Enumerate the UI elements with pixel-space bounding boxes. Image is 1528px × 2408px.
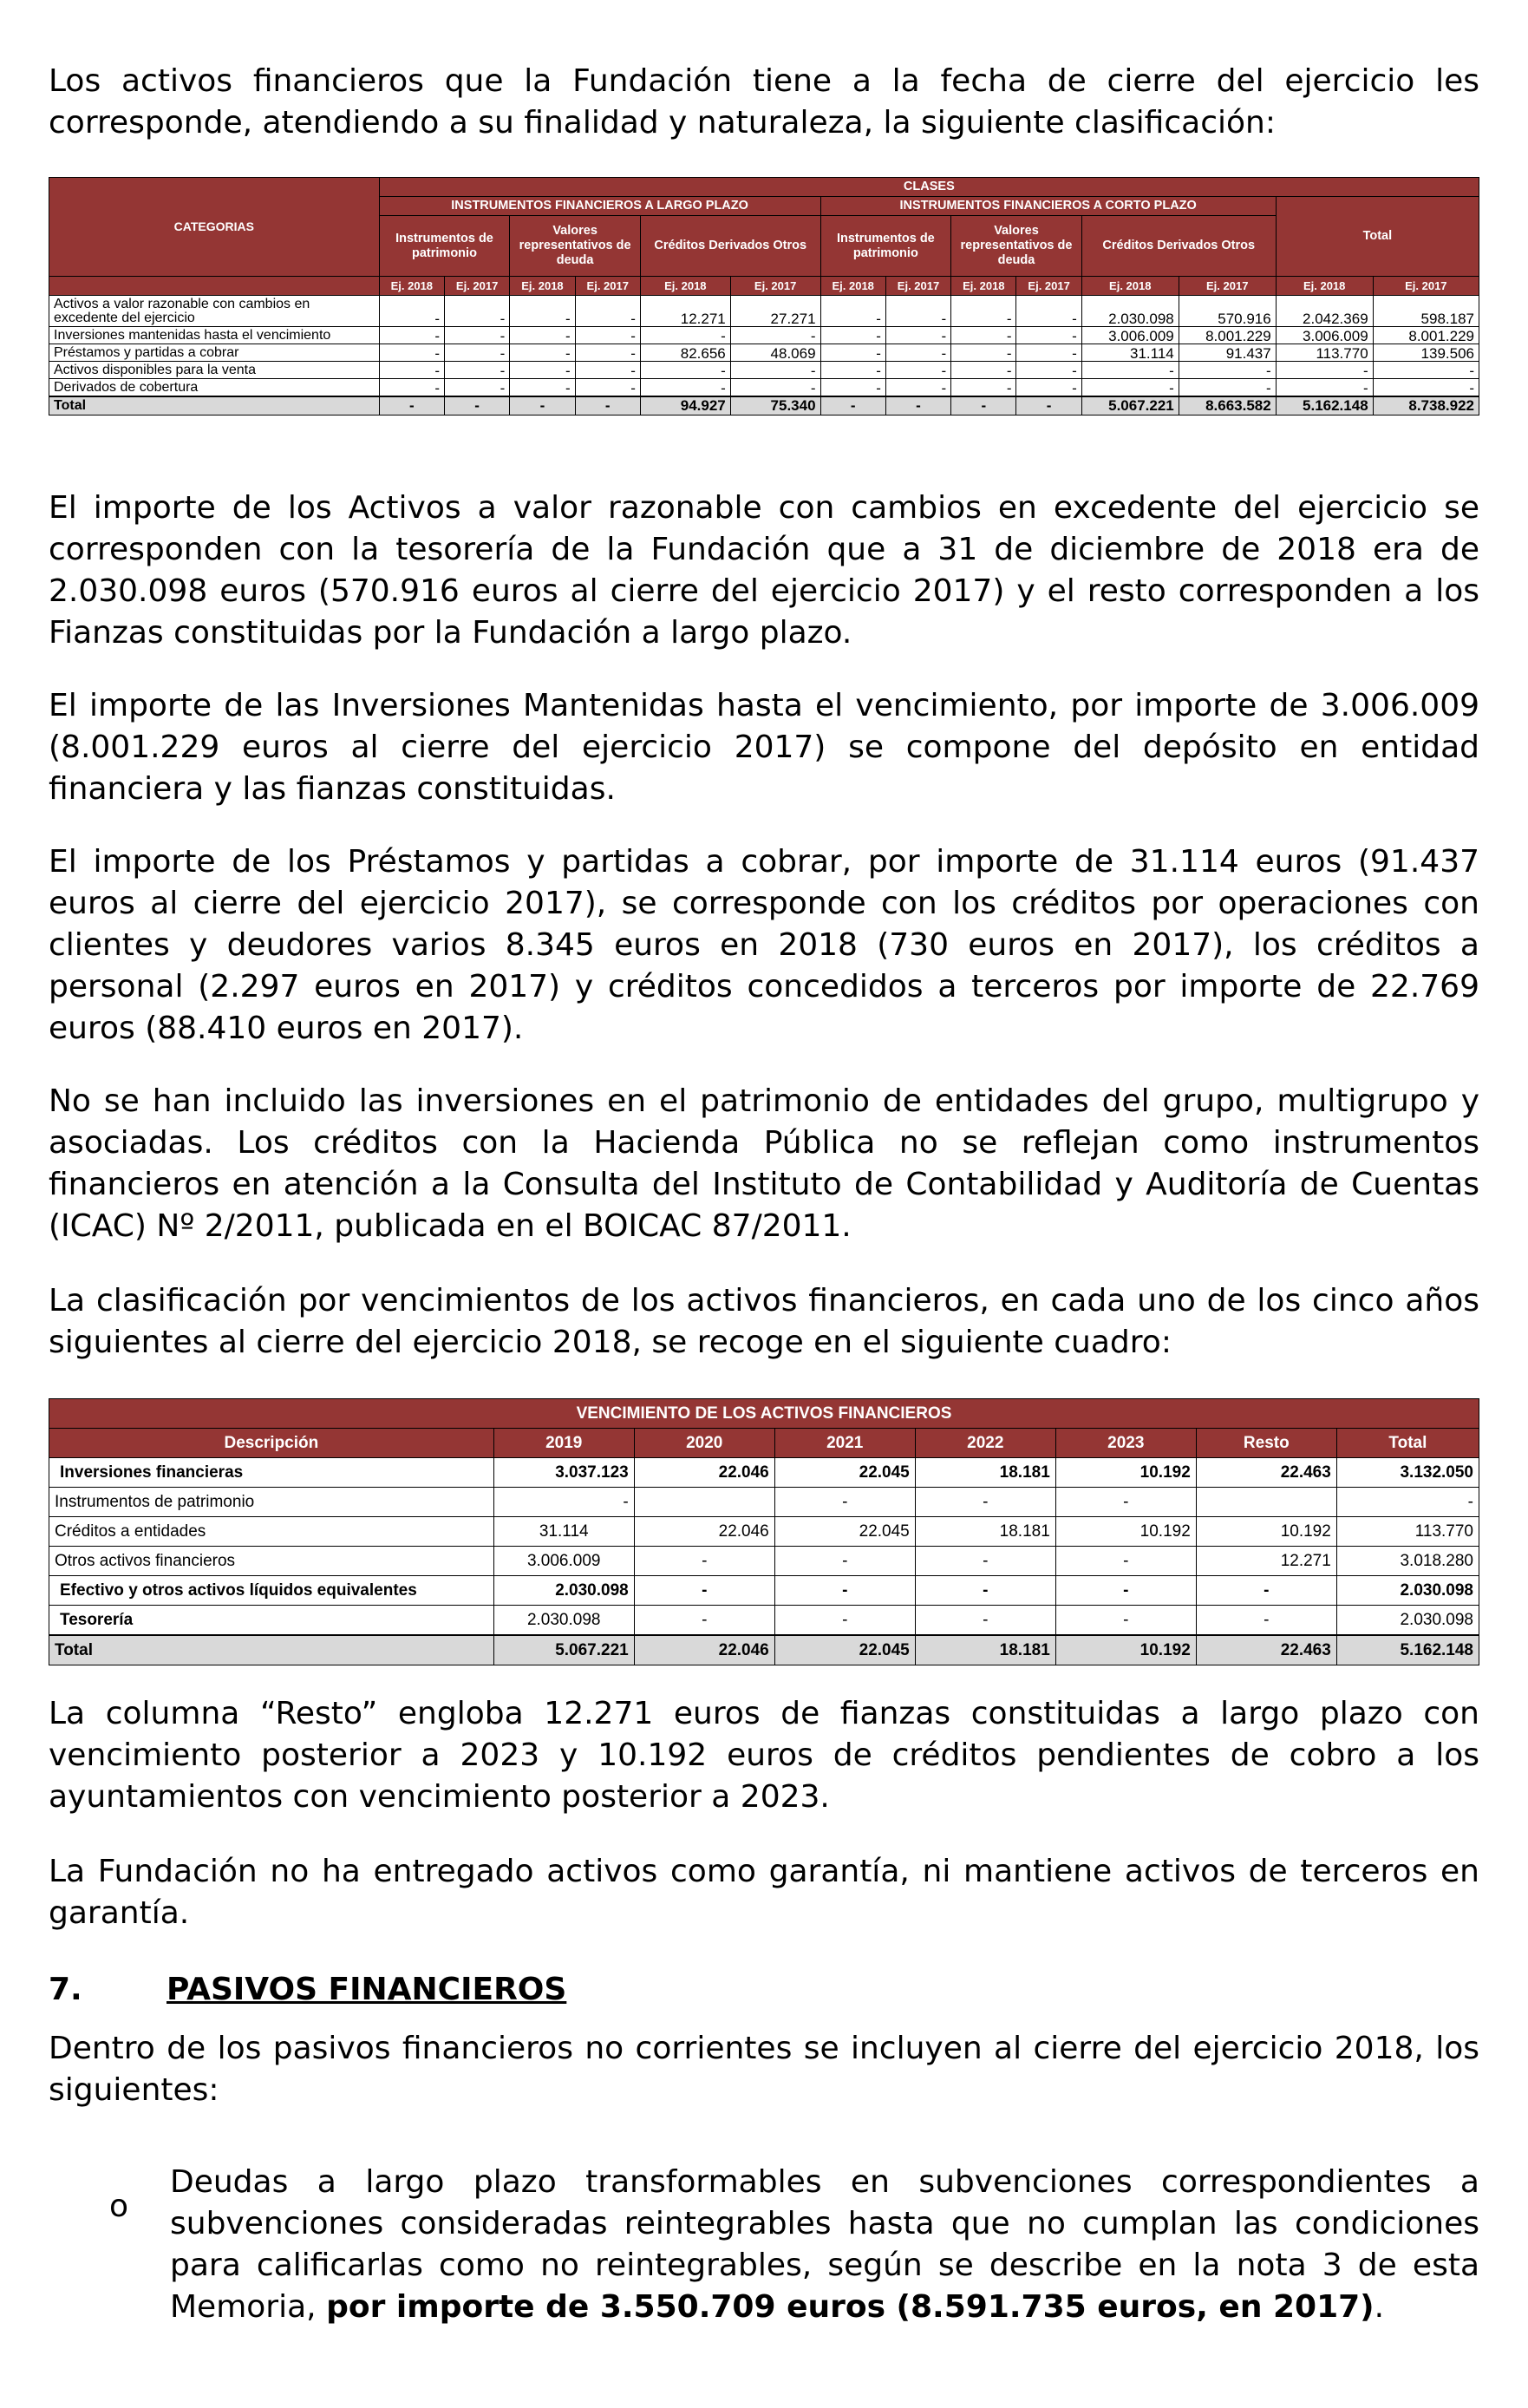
bullet-tail: . (1374, 2289, 1385, 2325)
table-cell: - (444, 344, 509, 362)
header-cell: Resto (1196, 1429, 1336, 1458)
table-cell: - (510, 296, 575, 327)
table-cell: - (820, 344, 885, 362)
header-year: Ej. 2017 (1179, 277, 1276, 296)
header-year: Ej. 2017 (730, 277, 820, 296)
table-cell: 570.916 (1179, 296, 1276, 327)
table-cell: - (444, 296, 509, 327)
table-cell: - (820, 396, 885, 416)
table-row (49, 1606, 1479, 1636)
header-year: Ej. 2017 (444, 277, 509, 296)
paragraph-inversiones-mantenidas: El importe de las Inversiones Mantenidas hasta el vencimiento, por importe de 3.006.009 (8.001.229 euros al cierre del ejercicio 2017) se compone del depósito en entidad financiera y las fianzas constituidas. (49, 688, 1479, 807)
table-cell: - (379, 327, 444, 344)
table-cell: - (1276, 362, 1373, 379)
table-cell: - (951, 327, 1016, 344)
table-cell: 22.046 (634, 1517, 774, 1547)
table-cell: - (951, 396, 1016, 416)
table-cell: 22.463 (1196, 1458, 1336, 1488)
header-year: Ej. 2017 (885, 277, 950, 296)
table-cell: 2.030.098 (493, 1576, 634, 1606)
table-cell: - (575, 344, 640, 362)
table-cell: 8.001.229 (1373, 327, 1479, 344)
table-cell: 5.162.148 (1336, 1635, 1479, 1665)
table-cell: - (379, 379, 444, 396)
row-label: Otros activos financieros (49, 1547, 494, 1576)
row-label: Derivados de cobertura (49, 379, 380, 396)
table-cell: - (444, 327, 509, 344)
table-cell: - (915, 1547, 1055, 1576)
table-cell: - (1016, 379, 1081, 396)
table-cell: - (1373, 362, 1479, 379)
table-cell: 113.770 (1276, 344, 1373, 362)
header-clases: CLASES (379, 178, 1479, 197)
header-cell: 2021 (774, 1429, 915, 1458)
table-cell: 22.045 (774, 1458, 915, 1488)
table-cell: - (774, 1606, 915, 1636)
table-cell: 12.271 (1196, 1547, 1336, 1576)
table-cell: - (1055, 1576, 1196, 1606)
table-cell: 12.271 (640, 296, 730, 327)
header-total: Total (1276, 197, 1479, 277)
header-largo-plazo: INSTRUMENTOS FINANCIEROS A LARGO PLAZO (379, 197, 820, 216)
table-cell: - (885, 296, 950, 327)
table-cell: - (1196, 1576, 1336, 1606)
header-sub: Valores representativos de deuda (510, 216, 641, 277)
table-cell: - (915, 1606, 1055, 1636)
table-cell: - (634, 1576, 774, 1606)
table-cell: - (1016, 296, 1081, 327)
table-row (49, 327, 1479, 344)
row-label: Activos disponibles para la venta (49, 362, 380, 379)
section-number: 7. (49, 1972, 82, 2007)
row-label: Tesorería (49, 1606, 494, 1636)
table-cell: 3.006.009 (1081, 327, 1179, 344)
bullet-bold-amount: por importe de 3.550.709 euros (8.591.735 euros, en 2017) (326, 2289, 1375, 2325)
header-cell: 2022 (915, 1429, 1055, 1458)
table-cell: - (820, 327, 885, 344)
table-cell: - (951, 362, 1016, 379)
table-cell: 22.045 (774, 1635, 915, 1665)
table-cell: - (444, 362, 509, 379)
table-cell: - (820, 362, 885, 379)
row-label: Instrumentos de patrimonio (49, 1488, 494, 1517)
financial-assets-classification-table (49, 177, 1479, 416)
table-cell: - (379, 296, 444, 327)
header-cell: Total (1336, 1429, 1479, 1458)
table-cell: 3.018.280 (1336, 1547, 1479, 1576)
table-cell: - (730, 327, 820, 344)
table-cell: - (640, 379, 730, 396)
row-label: Inversiones mantenidas hasta el vencimiento (49, 327, 380, 344)
table-cell: 31.114 (493, 1517, 634, 1547)
table-cell: 3.132.050 (1336, 1458, 1479, 1488)
table-cell: 113.770 (1336, 1517, 1479, 1547)
table-cell: - (1016, 396, 1081, 416)
row-label: Total (49, 1635, 494, 1665)
table-cell: - (1016, 327, 1081, 344)
header-year: Ej. 2018 (820, 277, 885, 296)
total-row (49, 396, 1479, 416)
table-cell: 10.192 (1055, 1517, 1196, 1547)
table-cell: - (444, 396, 509, 416)
table-cell: - (820, 296, 885, 327)
table-cell: - (915, 1488, 1055, 1517)
bullet-marker: o (109, 2189, 129, 2224)
table-cell: 8.001.229 (1179, 327, 1276, 344)
section-heading (49, 1969, 566, 2011)
table-cell: - (640, 362, 730, 379)
section-title: PASIVOS FINANCIEROS (167, 1972, 567, 2007)
table-cell: - (379, 344, 444, 362)
table-cell: 3.006.009 (493, 1547, 634, 1576)
table-row (49, 1488, 1479, 1517)
table-cell: 22.463 (1196, 1635, 1336, 1665)
table-cell: 8.738.922 (1373, 396, 1479, 416)
header-sub: Créditos Derivados Otros (640, 216, 820, 277)
row-label: Efectivo y otros activos líquidos equivalentes (49, 1576, 494, 1606)
table-cell: - (1336, 1488, 1479, 1517)
table-cell: - (915, 1576, 1055, 1606)
paragraph-clasificacion-vencimientos: La clasificación por vencimientos de los activos financieros, en cada uno de los cinco años siguientes al cierre del ejercicio 2018, se recoge en el siguiente cuadro: (49, 1283, 1479, 1360)
table-cell: 18.181 (915, 1635, 1055, 1665)
table-cell: 10.192 (1055, 1458, 1196, 1488)
table-cell: - (634, 1547, 774, 1576)
table-cell: - (634, 1606, 774, 1636)
table-cell: - (640, 327, 730, 344)
table-cell: 31.114 (1081, 344, 1179, 362)
table-cell: 3.037.123 (493, 1458, 634, 1488)
header-sub: Instrumentos de patrimonio (379, 216, 510, 277)
table-cell: - (774, 1547, 915, 1576)
header-cell: Descripción (49, 1429, 494, 1458)
table-cell: - (444, 379, 509, 396)
table-cell: 18.181 (915, 1458, 1055, 1488)
paragraph-intro: Los activos financieros que la Fundación tiene a la fecha de cierre del ejercicio les corresponde, atendiendo a su finalidad y naturaleza, la siguiente clasificación: (49, 63, 1479, 141)
paragraph-garantia: La Fundación no ha entregado activos como garantía, ni mantiene activos de terceros en garantía. (49, 1854, 1479, 1931)
table-cell: 22.046 (634, 1458, 774, 1488)
table-cell: - (885, 362, 950, 379)
table-cell: - (510, 362, 575, 379)
table-cell: - (1055, 1547, 1196, 1576)
table-cell: - (575, 396, 640, 416)
header-year: Ej. 2018 (510, 277, 575, 296)
header-year: Ej. 2018 (640, 277, 730, 296)
table-cell: - (820, 379, 885, 396)
table-row (49, 296, 1479, 327)
table-cell: - (1179, 379, 1276, 396)
maturity-table-title: VENCIMIENTO DE LOS ACTIVOS FINANCIEROS (49, 1399, 1479, 1429)
table-cell: - (885, 396, 950, 416)
table-cell: - (575, 379, 640, 396)
table-cell: 10.192 (1196, 1517, 1336, 1547)
table-cell: - (510, 327, 575, 344)
row-label: Préstamos y partidas a cobrar (49, 344, 380, 362)
table-row (49, 379, 1479, 396)
paragraph-no-incluidas: No se han incluido las inversiones en el patrimonio de entidades del grupo, multigrupo y asociadas. Los créditos con la Hacienda Pública no se reflejan como instrumentos financieros en atención a la Consulta del Instituto de Contabilidad y Auditoría de Cuentas (ICAC) Nº 2/2011, publicada en el BOICAC 87/2011. (49, 1083, 1479, 1244)
table-cell: 75.340 (730, 396, 820, 416)
table-cell: - (885, 344, 950, 362)
row-label: Créditos a entidades (49, 1517, 494, 1547)
row-label: Inversiones financieras (49, 1458, 494, 1488)
header-sub: Créditos Derivados Otros (1081, 216, 1276, 277)
table-cell: 8.663.582 (1179, 396, 1276, 416)
table-cell: - (885, 327, 950, 344)
table-row (49, 1517, 1479, 1547)
total-row (49, 1635, 1479, 1665)
table-cell: 27.271 (730, 296, 820, 327)
table-cell: 3.006.009 (1276, 327, 1373, 344)
table-cell: - (1276, 379, 1373, 396)
table-cell: 2.042.369 (1276, 296, 1373, 327)
table-cell: - (379, 362, 444, 379)
table-cell: 22.045 (774, 1517, 915, 1547)
header-year: Ej. 2017 (1016, 277, 1081, 296)
table-cell (634, 1488, 774, 1517)
paragraph-columna-resto: La columna “Resto” engloba 12.271 euros de fianzas constituidas a largo plazo con vencimiento posterior a 2023 y 10.192 euros de créditos pendientes de cobro a los ayuntamientos con vencimiento posterior a 2023. (49, 1696, 1479, 1815)
table-cell: - (730, 362, 820, 379)
header-year: Ej. 2018 (951, 277, 1016, 296)
table-cell: - (575, 296, 640, 327)
table-cell: - (510, 344, 575, 362)
header-cell: 2020 (634, 1429, 774, 1458)
table-cell: 10.192 (1055, 1635, 1196, 1665)
table-cell: 2.030.098 (493, 1606, 634, 1636)
table-cell: - (575, 327, 640, 344)
table-cell: - (575, 362, 640, 379)
header-categorias: CATEGORIAS (49, 178, 380, 277)
table-cell: 82.656 (640, 344, 730, 362)
table-cell: 5.067.221 (493, 1635, 634, 1665)
table-cell: - (1179, 362, 1276, 379)
table-cell: - (1016, 344, 1081, 362)
bullet-item-deudas (170, 2162, 1479, 2328)
header-corto-plazo: INSTRUMENTOS FINANCIEROS A CORTO PLAZO (820, 197, 1276, 216)
table-row (49, 362, 1479, 379)
row-label: Activos a valor razonable con cambios en excedente del ejercicio (49, 296, 380, 327)
table-cell: - (1016, 362, 1081, 379)
table-cell: - (951, 344, 1016, 362)
table-cell: 94.927 (640, 396, 730, 416)
table-cell: 91.437 (1179, 344, 1276, 362)
table-cell: - (1081, 379, 1179, 396)
table-cell: - (1055, 1488, 1196, 1517)
table-cell: 598.187 (1373, 296, 1479, 327)
header-blank (49, 277, 380, 296)
header-year: Ej. 2018 (379, 277, 444, 296)
table-row (49, 344, 1479, 362)
header-year: Ej. 2017 (1373, 277, 1479, 296)
maturity-table (49, 1398, 1479, 1665)
table-cell: - (951, 379, 1016, 396)
table-cell: - (730, 379, 820, 396)
paragraph-activos-valor-razonable: El importe de los Activos a valor razonable con cambios en excedente del ejercicio se corresponden con la tesorería de la Fundación que a 31 de diciembre de 2018 era de 2.030.098 euros (570.916 euros al cierre del ejercicio 2017) y el resto corresponden a los Fianzas constituidas por la Fundación a largo plazo. (49, 490, 1479, 651)
table-cell: - (510, 379, 575, 396)
table-cell: - (1196, 1606, 1336, 1636)
table-cell: 5.067.221 (1081, 396, 1179, 416)
header-sub: Valores representativos de deuda (951, 216, 1082, 277)
table-cell: 18.181 (915, 1517, 1055, 1547)
bullet-text: Deudas a largo plazo transformables en subvenciones correspondientes a subvenciones consideradas reintegrables hasta que no cumplan las condiciones para calificarlas como no reintegrables, según se describe en la nota 3 de esta Memoria, (170, 2164, 1479, 2325)
header-cell: 2023 (1055, 1429, 1196, 1458)
table-cell: 48.069 (730, 344, 820, 362)
header-cell: 2019 (493, 1429, 634, 1458)
table-cell: - (379, 396, 444, 416)
table-cell: 2.030.098 (1081, 296, 1179, 327)
header-year: Ej. 2018 (1081, 277, 1179, 296)
table-cell: - (1373, 379, 1479, 396)
table-cell: - (1055, 1606, 1196, 1636)
table-row (49, 1547, 1479, 1576)
paragraph-prestamos: El importe de los Préstamos y partidas a cobrar, por importe de 31.114 euros (91.437 euros al cierre del ejercicio 2017), se corresponde con los créditos por operaciones con clientes y deudores varios 8.345 euros en 2018 (730 euros en 2017), los créditos a personal (2.297 euros en 2017) y créditos concedidos a terceros por importe de 22.769 euros (88.410 euros en 2017). (49, 844, 1479, 1046)
table-cell: - (774, 1488, 915, 1517)
table-cell: - (493, 1488, 634, 1517)
table-cell: - (885, 379, 950, 396)
table-row (49, 1576, 1479, 1606)
table-row (49, 1458, 1479, 1488)
table-cell: 22.046 (634, 1635, 774, 1665)
table-cell: 2.030.098 (1336, 1576, 1479, 1606)
paragraph-pasivos-intro: Dentro de los pasivos financieros no corrientes se incluyen al cierre del ejercicio 2018, los siguientes: (49, 2031, 1479, 2108)
table-cell: - (951, 296, 1016, 327)
table-cell: 2.030.098 (1336, 1606, 1479, 1636)
header-year: Ej. 2018 (1276, 277, 1373, 296)
table-cell: 5.162.148 (1276, 396, 1373, 416)
row-label: Total (49, 396, 380, 416)
table-cell: 139.506 (1373, 344, 1479, 362)
table-cell: - (774, 1576, 915, 1606)
table-cell: - (510, 396, 575, 416)
header-sub: Instrumentos de patrimonio (820, 216, 951, 277)
header-year: Ej. 2017 (575, 277, 640, 296)
table-cell: - (1081, 362, 1179, 379)
table-cell (1196, 1488, 1336, 1517)
